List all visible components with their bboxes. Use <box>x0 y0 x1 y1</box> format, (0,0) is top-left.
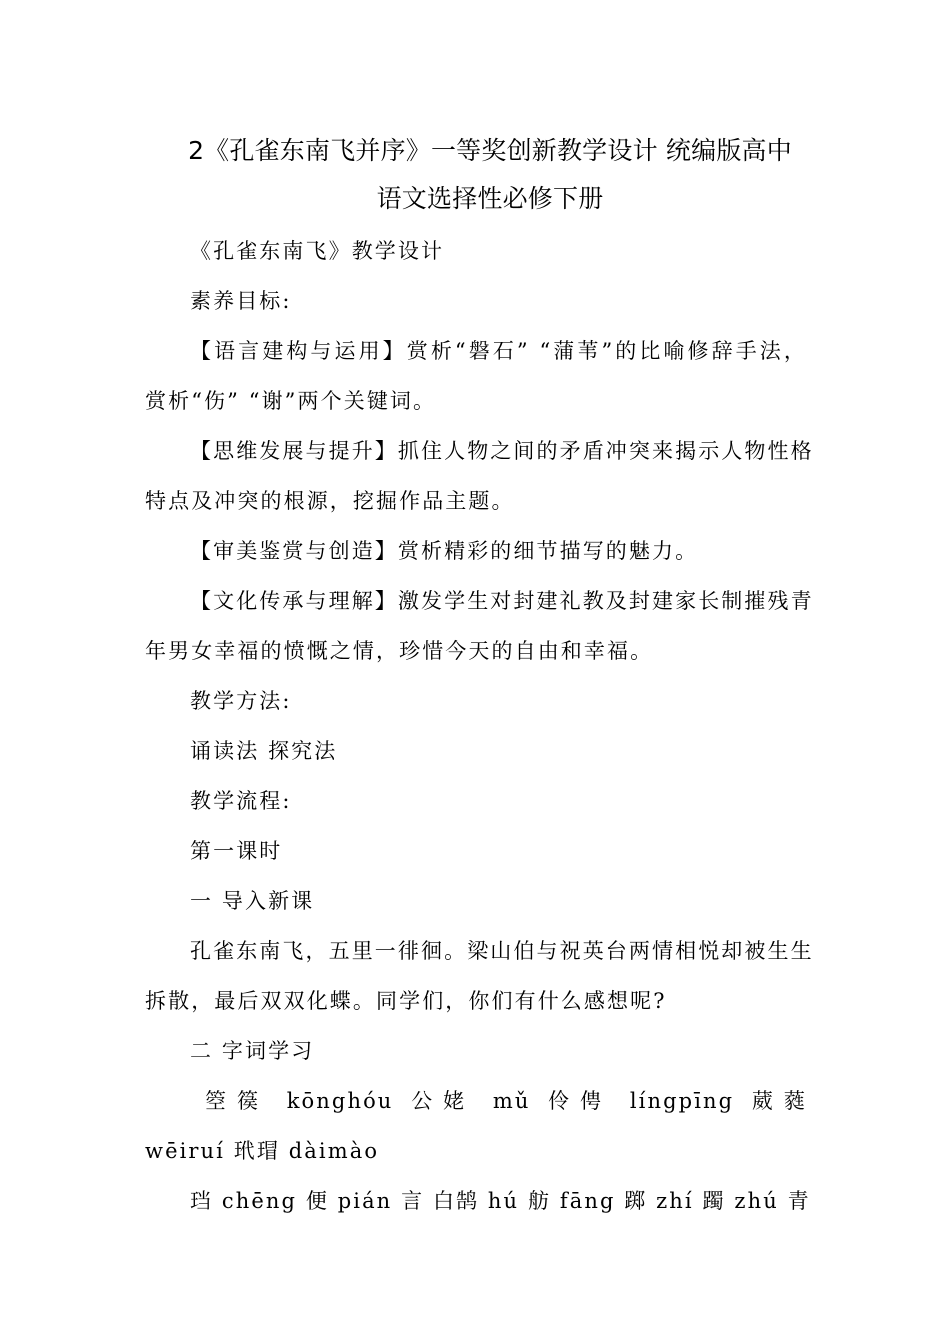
paragraph: 素养目标: <box>190 289 292 313</box>
vocabulary-line: wēiruí 玳瑁 dàimào <box>145 1139 380 1163</box>
section-heading: 《孔雀东南飞》教学设计 <box>190 239 445 263</box>
paragraph-continuation: 特点及冲突的根源，挖掘作品主题。 <box>145 489 515 513</box>
paragraph: 【语言建构与运用】赏析“磐石” “蒲苇”的比喻修辞手法， <box>190 339 807 363</box>
paragraph: 教学流程: <box>190 789 292 813</box>
paragraph: 【审美鉴赏与创造】赏析精彩的细节描写的魅力。 <box>190 539 699 563</box>
vocabulary-line: 珰 chēng 便 pián 言 白鹄 hú 舫 fāng 踯 zhí 躅 zhú 青 <box>190 1189 811 1213</box>
paragraph: 孔雀东南飞，五里一徘徊。梁山伯与祝英台两情相悦却被生生 <box>190 939 814 963</box>
paragraph-continuation: 拆散，最后双双化蝶。同学们，你们有什么感想呢? <box>145 989 667 1013</box>
paragraph-continuation: 赏析“伤” “谢”两个关键词。 <box>145 389 437 413</box>
paragraph-continuation: 年男女幸福的愤慨之情，珍惜今天的自由和幸福。 <box>145 639 654 663</box>
paragraph: 教学方法: <box>190 689 292 713</box>
section-heading: 一 导入新课 <box>190 889 315 913</box>
document-title-line-2: 语文选择性必修下册 <box>376 184 604 213</box>
paragraph: 【文化传承与理解】激发学生对封建礼教及封建家长制摧残青 <box>190 589 814 613</box>
document-title-line-1: 2《孔雀东南飞并序》一等奖创新教学设计 统编版高中 <box>188 136 792 165</box>
paragraph: 【思维发展与提升】抓住人物之间的矛盾冲突来揭示人物性格 <box>190 439 814 463</box>
paragraph: 第一课时 <box>190 839 283 863</box>
paragraph: 诵读法 探究法 <box>190 739 338 763</box>
vocabulary-line: 箜篌 kōnghóu 公姥 mǔ 伶俜 língpīng 葳蕤 <box>205 1089 807 1113</box>
section-heading: 二 字词学习 <box>190 1039 315 1063</box>
